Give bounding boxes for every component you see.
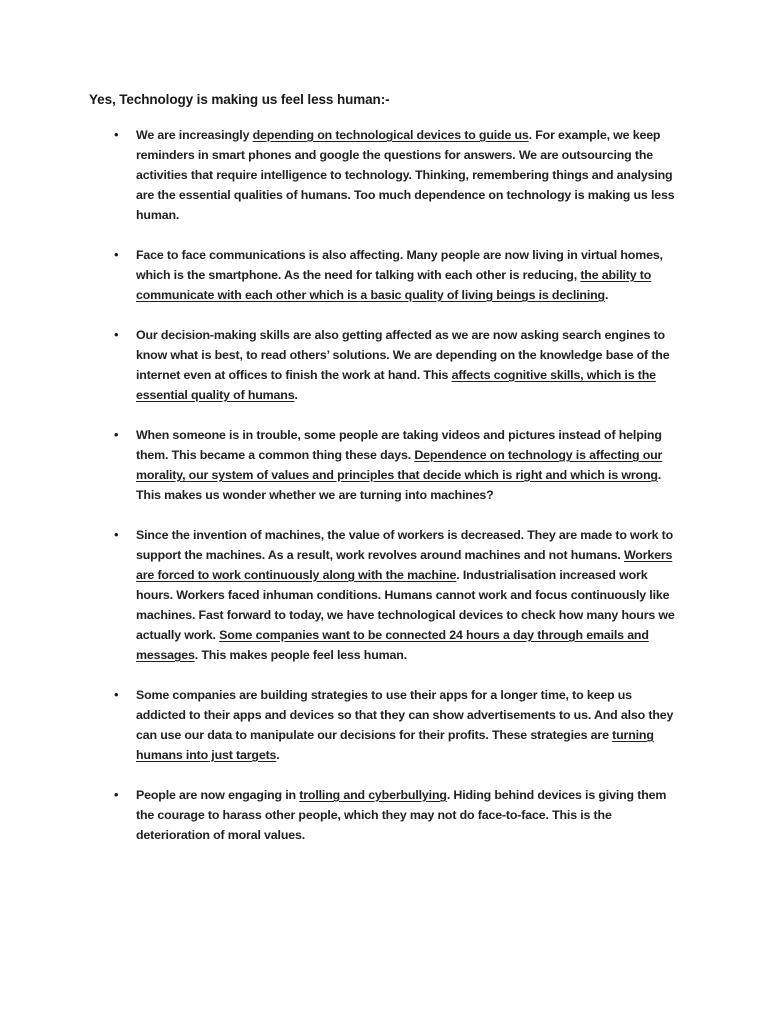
bullet-icon: •	[114, 527, 119, 542]
text-run: . This makes us wonder whether we are turning into machines?	[136, 468, 662, 502]
text-run: Face to face communications is also affecting. Many people are now living in virtual homes, which is the smartphone. As the need for talking with each other is reducing,	[136, 248, 663, 282]
text-run: .	[294, 388, 298, 402]
text-run: Some companies are building strategies to use their apps for a longer time, to keep us addicted to their apps and devices so that they can show advertisements to us. And also they can use our data to manipulate our decisions for their profits. These strategies are	[136, 688, 674, 742]
underlined-text: trolling and cyberbullying	[299, 788, 447, 802]
bullet-icon: •	[114, 427, 119, 442]
text-run: Since the invention of machines, the value of workers is decreased. They are made to work to support the machines. As a result, work revolves around machines and not humans.	[136, 528, 674, 562]
paragraph	[136, 785, 684, 845]
list-item	[0, 425, 768, 505]
underlined-text: depending on technological devices to guide us	[252, 128, 529, 142]
paragraph	[136, 685, 684, 765]
paragraph	[136, 125, 684, 225]
underlined-text: Workers are forced to work continuously along with the machine	[136, 548, 673, 582]
bullet-list	[0, 125, 768, 865]
bullet-icon: •	[114, 127, 119, 142]
text-run: . Hiding behind devices is giving them the courage to harass other people, which they may not do face-to-face. This is the deterioration of moral values.	[136, 788, 667, 842]
list-item	[0, 125, 768, 225]
underlined-text: Dependence on technology is affecting our morality, our system of values and principles that decide which is right and which is wrong	[136, 448, 663, 482]
text-run: . Industrialisation increased work hours. Workers faced inhuman conditions. Humans cannot work and focus continuously like machines. Fast forward to today, we have technological devices to check how many hours we actually work.	[136, 568, 675, 642]
document-title: Yes, Technology is making us feel less human:-	[89, 92, 390, 107]
text-run: We are increasingly	[136, 128, 253, 142]
bullet-icon: •	[114, 687, 119, 702]
text-run: When someone is in trouble, some people are taking videos and pictures instead of helping them. This became a common thing these days.	[136, 428, 662, 462]
text-run: People are now engaging in	[136, 788, 300, 802]
paragraph	[136, 245, 684, 305]
bullet-icon: •	[114, 787, 119, 802]
text-run: Our decision-making skills are also getting affected as we are now asking search engines to know what is best, to read others’ solutions. We are depending on the knowledge base of the internet even at offices to finish the work at hand. This	[136, 328, 670, 382]
bullet-icon: •	[114, 327, 119, 342]
underlined-text: the ability to communicate with each other which is a basic quality of living beings is declining	[136, 268, 652, 302]
list-item	[0, 685, 768, 765]
bullet-icon: •	[114, 247, 119, 262]
text-run: .	[276, 748, 280, 762]
paragraph	[136, 525, 684, 665]
underlined-text: affects cognitive skills, which is the essential quality of humans	[136, 368, 656, 402]
text-run: . This makes people feel less human.	[194, 648, 407, 662]
underlined-text: Some companies want to be connected 24 hours a day through emails and messages	[136, 628, 649, 662]
list-item	[0, 525, 768, 665]
text-run: .	[604, 288, 609, 302]
paragraph	[136, 325, 684, 405]
list-item	[0, 785, 768, 845]
paragraph	[136, 425, 684, 505]
list-item	[0, 325, 768, 405]
underlined-text: turning humans into just targets	[136, 728, 654, 762]
list-item	[0, 245, 768, 305]
text-run: . For example, we keep reminders in smart phones and google the questions for answers. We are outsourcing the activities that require intelligence to technology. Thinking, remembering things and analysing are the essential qualities of humans. Too much dependence on technology is making us less human.	[136, 128, 675, 222]
